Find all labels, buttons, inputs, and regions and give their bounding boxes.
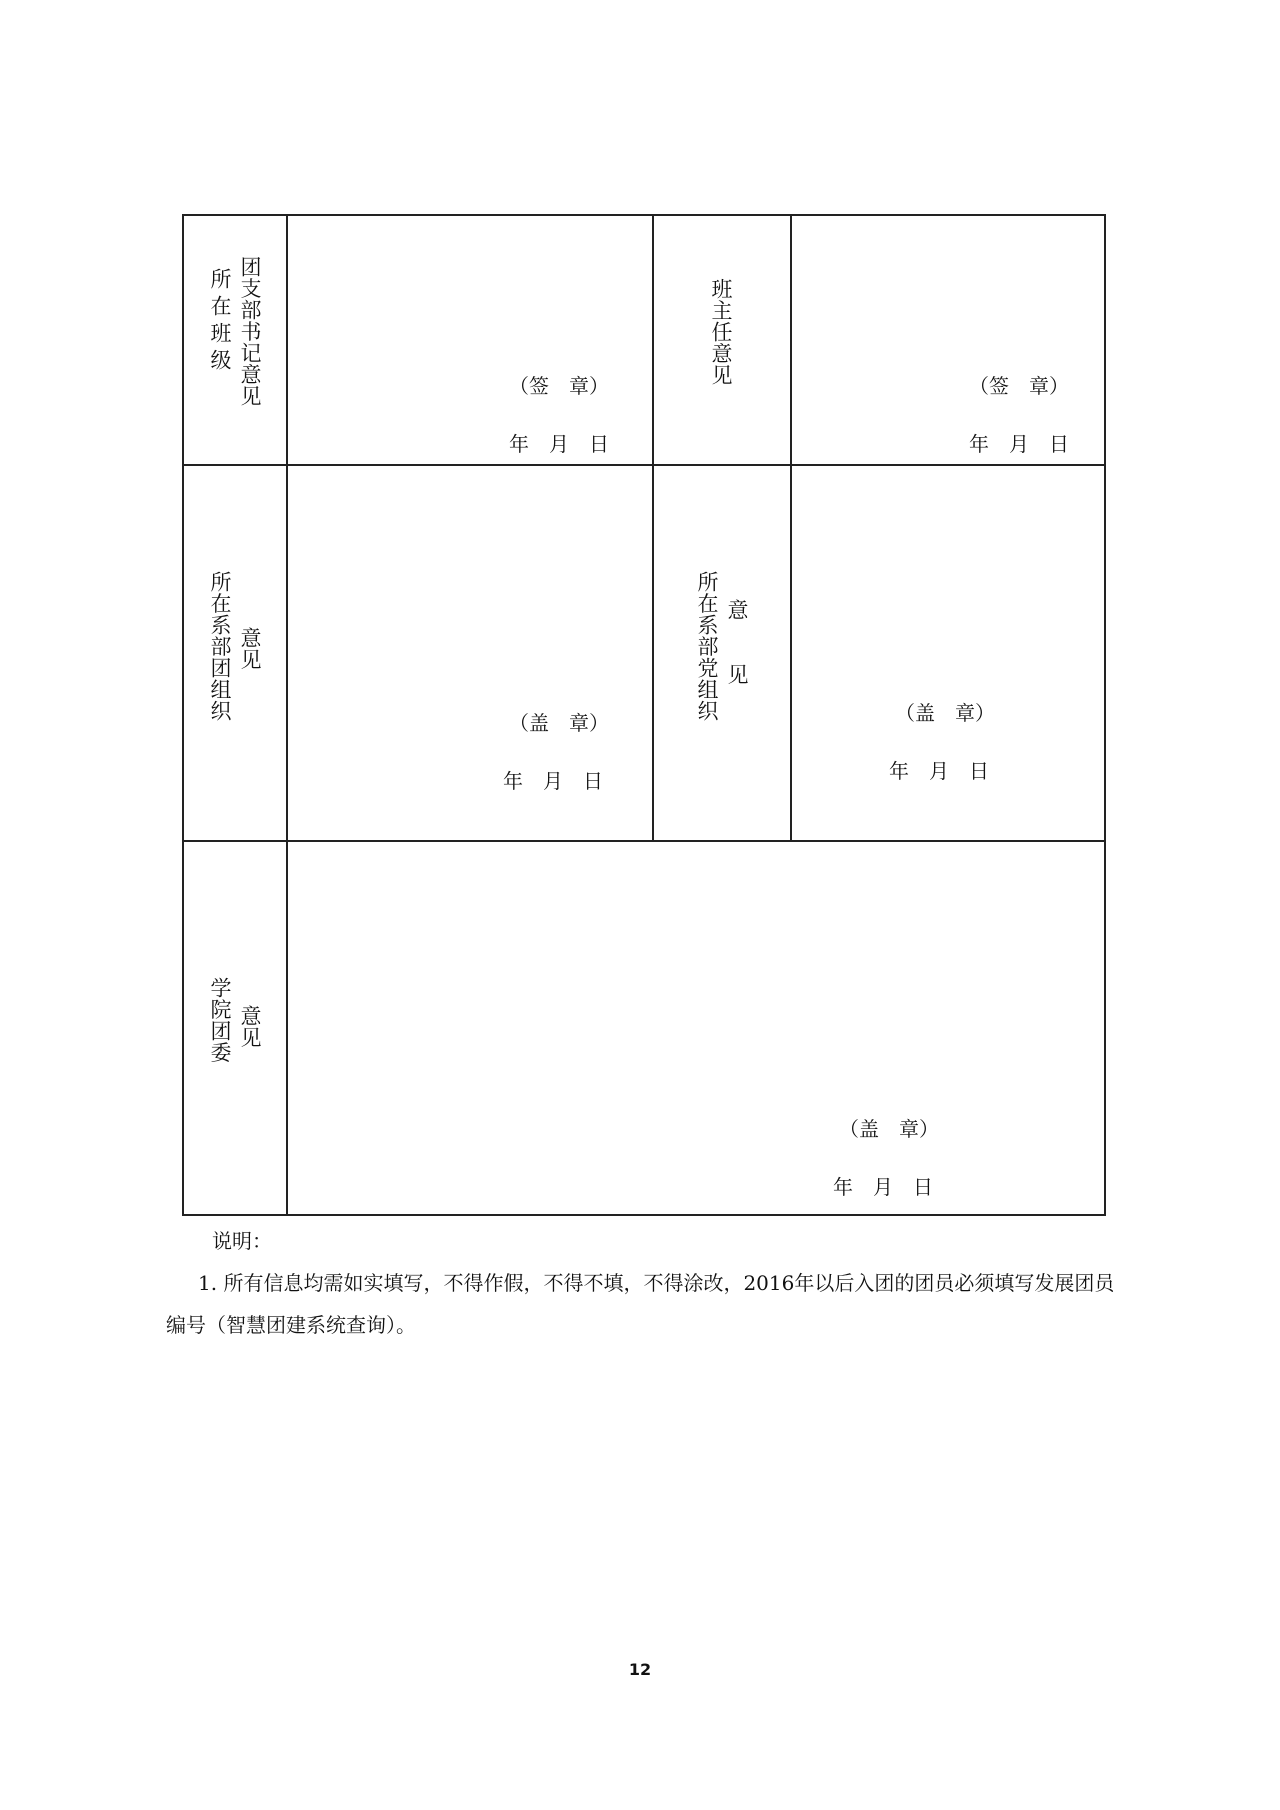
- row2-left-seal: （盖 章）: [509, 711, 609, 735]
- row3-opinion-cell[interactable]: [287, 841, 1104, 1214]
- row2-label-dept-party: 所在系部党组织: [695, 571, 719, 722]
- row1-right-label-cell: [653, 214, 790, 464]
- row1-label-class: 所在班级: [208, 268, 232, 376]
- page-number: 12: [628, 1660, 652, 1679]
- row1-left-date: 年 月 日: [509, 432, 609, 456]
- row2-label-party-opinion: 意 见: [725, 599, 749, 685]
- row3-label-cell: [182, 841, 286, 1214]
- row2-left-date: 年 月 日: [503, 769, 603, 793]
- notes-section: [166, 1220, 1126, 1346]
- row2-left-opinion-cell[interactable]: [287, 465, 652, 840]
- row2-left-label-cell: [182, 465, 286, 840]
- row1-right-opinion-cell[interactable]: [791, 214, 1104, 464]
- row1-right-signature: （签 章）: [969, 374, 1069, 398]
- row2-right-seal: （盖 章）: [895, 701, 995, 725]
- approval-form-table: [182, 214, 1106, 1214]
- row2-label-opinion: 意见: [238, 627, 262, 670]
- row2-right-opinion-cell[interactable]: [791, 465, 1104, 840]
- row2-right-date: 年 月 日: [889, 759, 989, 783]
- table-border-bottom: [182, 1214, 1106, 1216]
- row3-label-opinion: 意见: [238, 1005, 262, 1048]
- row1-label-class-teacher-opinion: 班主任意见: [709, 278, 733, 386]
- notes-item-1: 1. 所有信息均需如实填写，不得作假，不得不填，不得涂改，2016年以后入团的团员必须填写发展团员编号（智慧团建系统查询）。: [166, 1271, 1115, 1337]
- notes-title: 说明：: [212, 1229, 272, 1253]
- row1-left-label-cell: [182, 214, 286, 464]
- row3-seal: （盖 章）: [839, 1117, 939, 1141]
- row1-label-secretary-opinion: 团支部书记意见: [238, 256, 262, 407]
- table-border-right: [1104, 214, 1106, 1215]
- row1-left-opinion-cell[interactable]: [287, 214, 652, 464]
- row2-right-label-cell: [653, 465, 790, 840]
- row3-label-college-league: 学院团委: [208, 977, 232, 1063]
- row3-date: 年 月 日: [833, 1175, 933, 1199]
- row1-right-date: 年 月 日: [969, 432, 1069, 456]
- row2-label-dept-league: 所在系部团组织: [208, 571, 232, 722]
- row1-left-signature: （签 章）: [509, 374, 609, 398]
